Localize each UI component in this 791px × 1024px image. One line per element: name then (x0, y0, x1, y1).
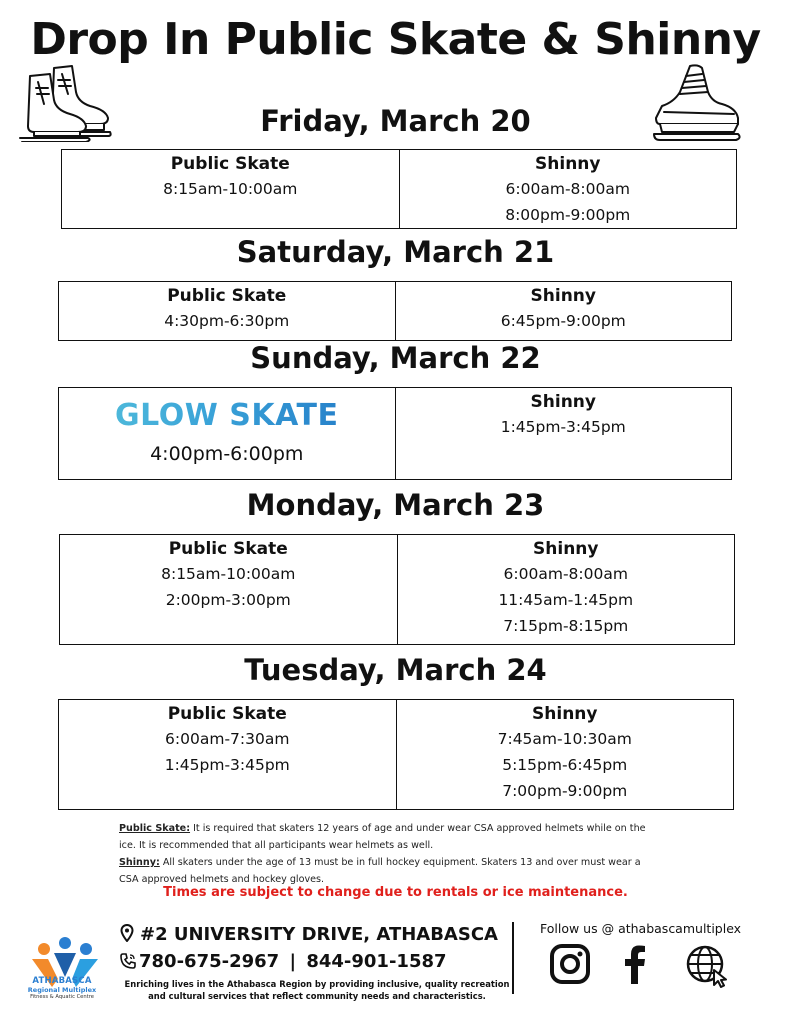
schedule-friday (61, 149, 737, 229)
time-slot: 7:00pm-9:00pm (502, 782, 628, 800)
time-slot: 2:00pm-3:00pm (165, 591, 291, 609)
note-text: It is required that skaters 12 years of age and under wear CSA approved helmets while on the ice. It is recommended that all participants wear helmets as well. (119, 823, 646, 851)
shinny-column (395, 388, 732, 479)
schedule-warning: Times are subject to change due to rentals or ice maintenance. (163, 885, 628, 900)
public-skate-column (62, 150, 399, 228)
time-slot: 6:00am-7:30am (165, 730, 290, 748)
page-title: Drop In Public Skate & Shinny (30, 14, 761, 65)
address-line (120, 924, 498, 945)
column-heading: Shinny (535, 154, 601, 174)
time-slot: 7:45am-10:30am (497, 730, 632, 748)
column-heading: Shinny (533, 539, 599, 559)
follow-us-text: Follow us @ athabascamultiplex (540, 921, 742, 936)
time-slot: 8:00pm-9:00pm (505, 206, 631, 224)
shinny-column (399, 150, 737, 228)
day-title-sunday: Sunday, March 22 (250, 341, 541, 375)
day-title-friday: Friday, March 20 (260, 104, 531, 138)
location-pin-icon (120, 924, 134, 942)
glow-skate-heading: GLOW SKATE (59, 394, 395, 438)
note-text: All skaters under the age of 13 must be in full hockey equipment. Skaters 13 and over must wear a CSA approved helmets and hockey gloves. (119, 857, 641, 885)
rules-notes (119, 820, 659, 888)
phone-number: 844-901-1587 (306, 951, 447, 972)
shinny-column (395, 282, 732, 340)
phone-icon (120, 953, 136, 969)
time-slot: 6:00am-8:00am (503, 565, 628, 583)
schedule-saturday (58, 281, 732, 341)
shinny-column (396, 700, 734, 809)
phone-number: 780-675-2967 (139, 951, 280, 972)
schedule-monday (59, 534, 735, 645)
column-heading: Public Skate (168, 539, 288, 559)
shinny-column (397, 535, 735, 644)
logo-line: Fitness & Aquatic Centre (30, 994, 94, 1000)
public-skate-note (119, 820, 659, 854)
logo-line: Regional Multiplex (27, 986, 97, 994)
column-heading: Public Skate (170, 154, 290, 174)
time-slot: 4:00pm-6:00pm (150, 443, 304, 465)
time-slot: 1:45pm-3:45pm (164, 756, 290, 774)
mission-statement: Enriching lives in the Athabasca Region by providing inclusive, quality recreation and cultural services that reflect community needs and characteristics. (124, 979, 510, 1001)
instagram-icon[interactable] (548, 940, 592, 988)
column-heading: Public Skate (167, 704, 287, 724)
phone-line (120, 951, 447, 972)
logo-line: ATHABASCA (32, 976, 92, 986)
glow-skate-column (59, 388, 395, 479)
time-slot: 5:15pm-6:45pm (502, 756, 628, 774)
footer-divider (512, 922, 514, 994)
column-heading: Shinny (530, 392, 596, 412)
public-skate-column (59, 700, 396, 809)
time-slot: 11:45am-1:45pm (498, 591, 634, 609)
time-slot: 8:15am-10:00am (161, 565, 296, 583)
day-title-saturday: Saturday, March 21 (236, 235, 555, 269)
note-label: Public Skate: (119, 823, 191, 834)
time-slot: 6:45pm-9:00pm (500, 312, 626, 330)
column-heading: Shinny (532, 704, 598, 724)
time-slot: 1:45pm-3:45pm (500, 418, 626, 436)
address-text: #2 UNIVERSITY DRIVE, ATHABASCA (140, 924, 498, 945)
column-heading: Public Skate (167, 286, 287, 306)
day-title-monday: Monday, March 23 (246, 488, 545, 522)
time-slot: 8:15am-10:00am (163, 180, 298, 198)
public-skate-column (60, 535, 397, 644)
time-slot: 6:00am-8:00am (505, 180, 630, 198)
time-slot: 4:30pm-6:30pm (164, 312, 290, 330)
phone-separator: | (289, 951, 297, 972)
note-label: Shinny: (119, 857, 160, 868)
logo-wordmark (12, 976, 112, 1000)
time-slot: 7:15pm-8:15pm (503, 617, 629, 635)
day-title-tuesday: Tuesday, March 24 (244, 653, 547, 687)
facebook-icon[interactable] (620, 940, 650, 988)
schedule-sunday (58, 387, 732, 480)
shinny-note (119, 854, 659, 888)
globe-icon[interactable] (684, 940, 730, 988)
public-skate-column (59, 282, 395, 340)
schedule-tuesday (58, 699, 734, 810)
column-heading: Shinny (530, 286, 596, 306)
